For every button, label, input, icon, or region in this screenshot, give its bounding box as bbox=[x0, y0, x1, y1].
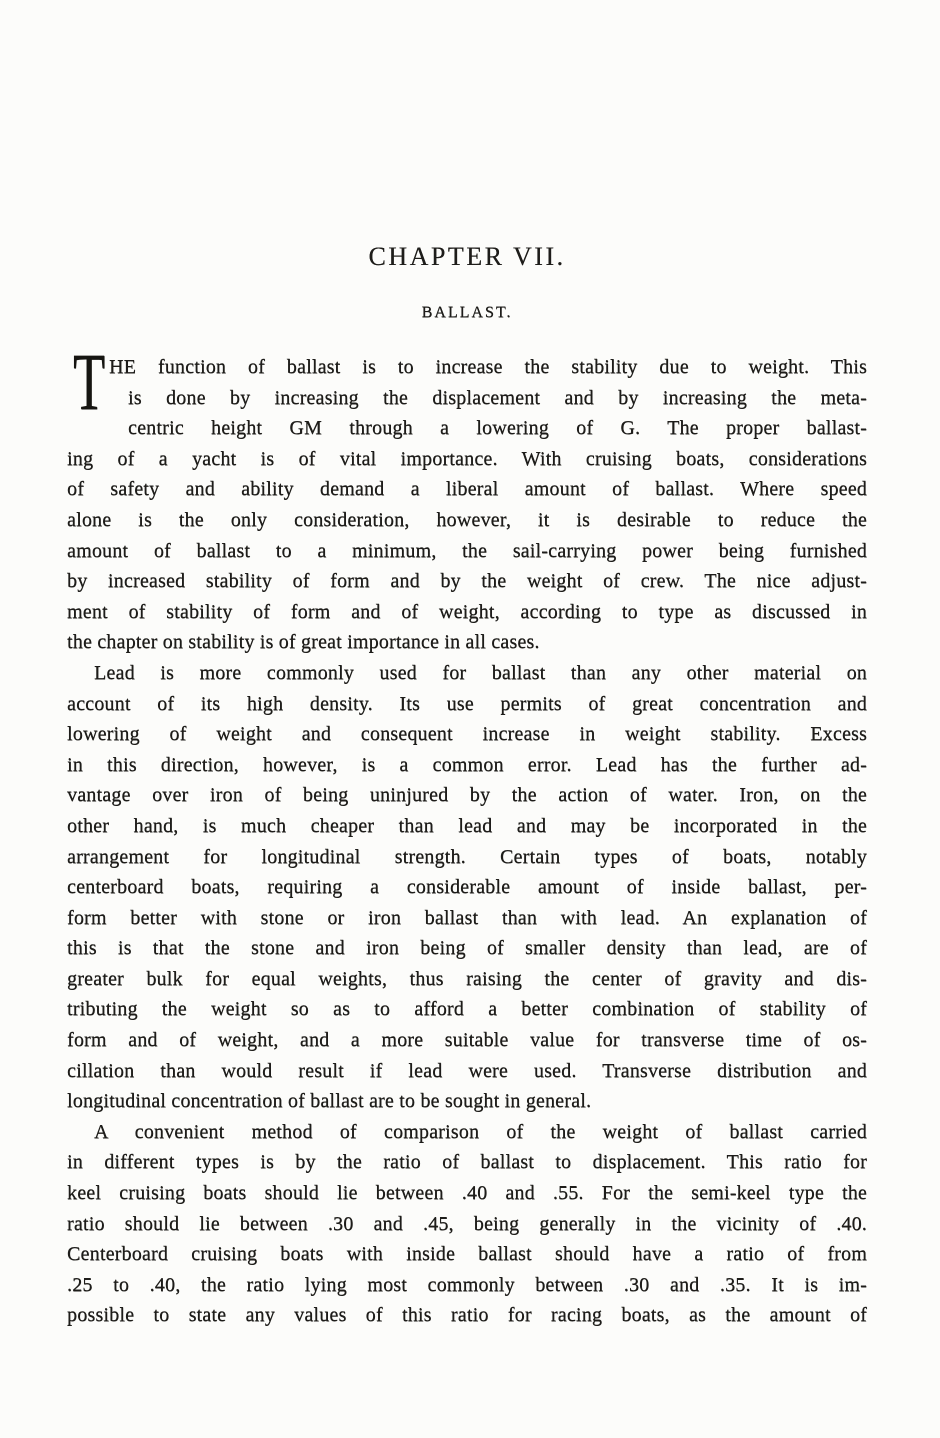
text-line: is done by increasing the displacement and by increasing the meta- bbox=[128, 386, 867, 409]
text-line: other hand, is much cheaper than lead and may be incorporated in the bbox=[67, 814, 867, 837]
text-line: form better with stone or iron ballast than with lead. An explanation of bbox=[67, 906, 867, 929]
paragraph-3 bbox=[67, 1117, 867, 1331]
text-line: longitudinal concentration of ballast are to be sought in general. bbox=[67, 1090, 592, 1113]
text-line: by increased stability of form and by the weight of crew. The nice adjust- bbox=[67, 570, 867, 593]
text-line: centerboard boats, requiring a considerable amount of inside ballast, per- bbox=[67, 876, 867, 899]
text-line: in this direction, however, is a common error. Lead has the further ad- bbox=[67, 753, 867, 776]
text-line: greater bulk for equal weights, thus raising the center of gravity and dis- bbox=[67, 967, 867, 990]
text-line: amount of ballast to a minimum, the sail-carrying power being furnished bbox=[67, 539, 867, 562]
drop-cap: T bbox=[73, 336, 106, 427]
text-line: Centerboard cruising boats with inside ballast should have a ratio of from bbox=[67, 1243, 867, 1266]
text-line: possible to state any values of this ratio for racing boats, as the amount of bbox=[67, 1304, 867, 1327]
text-line: form and of weight, and a more suitable value for transverse time of os- bbox=[67, 1029, 867, 1052]
text-line: keel cruising boats should lie between .40 and .55. For the semi-keel type the bbox=[67, 1182, 867, 1205]
text-line: ment of stability of form and of weight, according to type as discussed in bbox=[67, 600, 867, 623]
text-line: account of its high density. Its use permits of great concentration and bbox=[67, 692, 867, 715]
text-line: A convenient method of comparison of the weight of ballast carried bbox=[94, 1120, 867, 1143]
text-line: the chapter on stability is of great importance in all cases. bbox=[67, 631, 540, 654]
text-line: ratio should lie between .30 and .45, being generally in the vicinity of .40. bbox=[67, 1212, 867, 1235]
text-line: HE function of ballast is to increase the stability due to weight. This bbox=[109, 356, 867, 378]
text-line: vantage over iron of being uninjured by the action of water. Iron, on the bbox=[67, 784, 867, 807]
chapter-title: CHAPTER VII. bbox=[368, 242, 566, 271]
paragraph-1 bbox=[67, 336, 867, 658]
page-body bbox=[67, 336, 867, 1331]
text-line: centric height GM through a lowering of G. The proper ballast- bbox=[128, 417, 867, 440]
text-line: cillation than would result if lead were used. Transverse distribution and bbox=[67, 1059, 867, 1082]
text-line: .25 to .40, the ratio lying most commonly between .30 and .35. It is im- bbox=[67, 1273, 867, 1296]
paragraph-2 bbox=[67, 658, 867, 1117]
text-line: arrangement for longitudinal strength. Certain types of boats, notably bbox=[67, 845, 867, 868]
section-title: BALLAST. bbox=[421, 304, 513, 321]
text-line: lowering of weight and consequent increase in weight stability. Excess bbox=[67, 723, 867, 746]
text-line: this is that the stone and iron being of smaller density than lead, are of bbox=[67, 937, 867, 960]
text-line: of safety and ability demand a liberal amount of ballast. Where speed bbox=[67, 478, 867, 501]
text-line: in different types is by the ratio of ballast to displacement. This ratio for bbox=[67, 1151, 867, 1174]
text-line: Lead is more commonly used for ballast than any other material on bbox=[94, 661, 867, 684]
text-line: tributing the weight so as to afford a better combination of stability of bbox=[67, 998, 867, 1021]
text-line: alone is the only consideration, however, it is desirable to reduce the bbox=[67, 508, 867, 531]
text-line: ing of a yacht is of vital importance. With cruising boats, considerations bbox=[67, 447, 867, 470]
